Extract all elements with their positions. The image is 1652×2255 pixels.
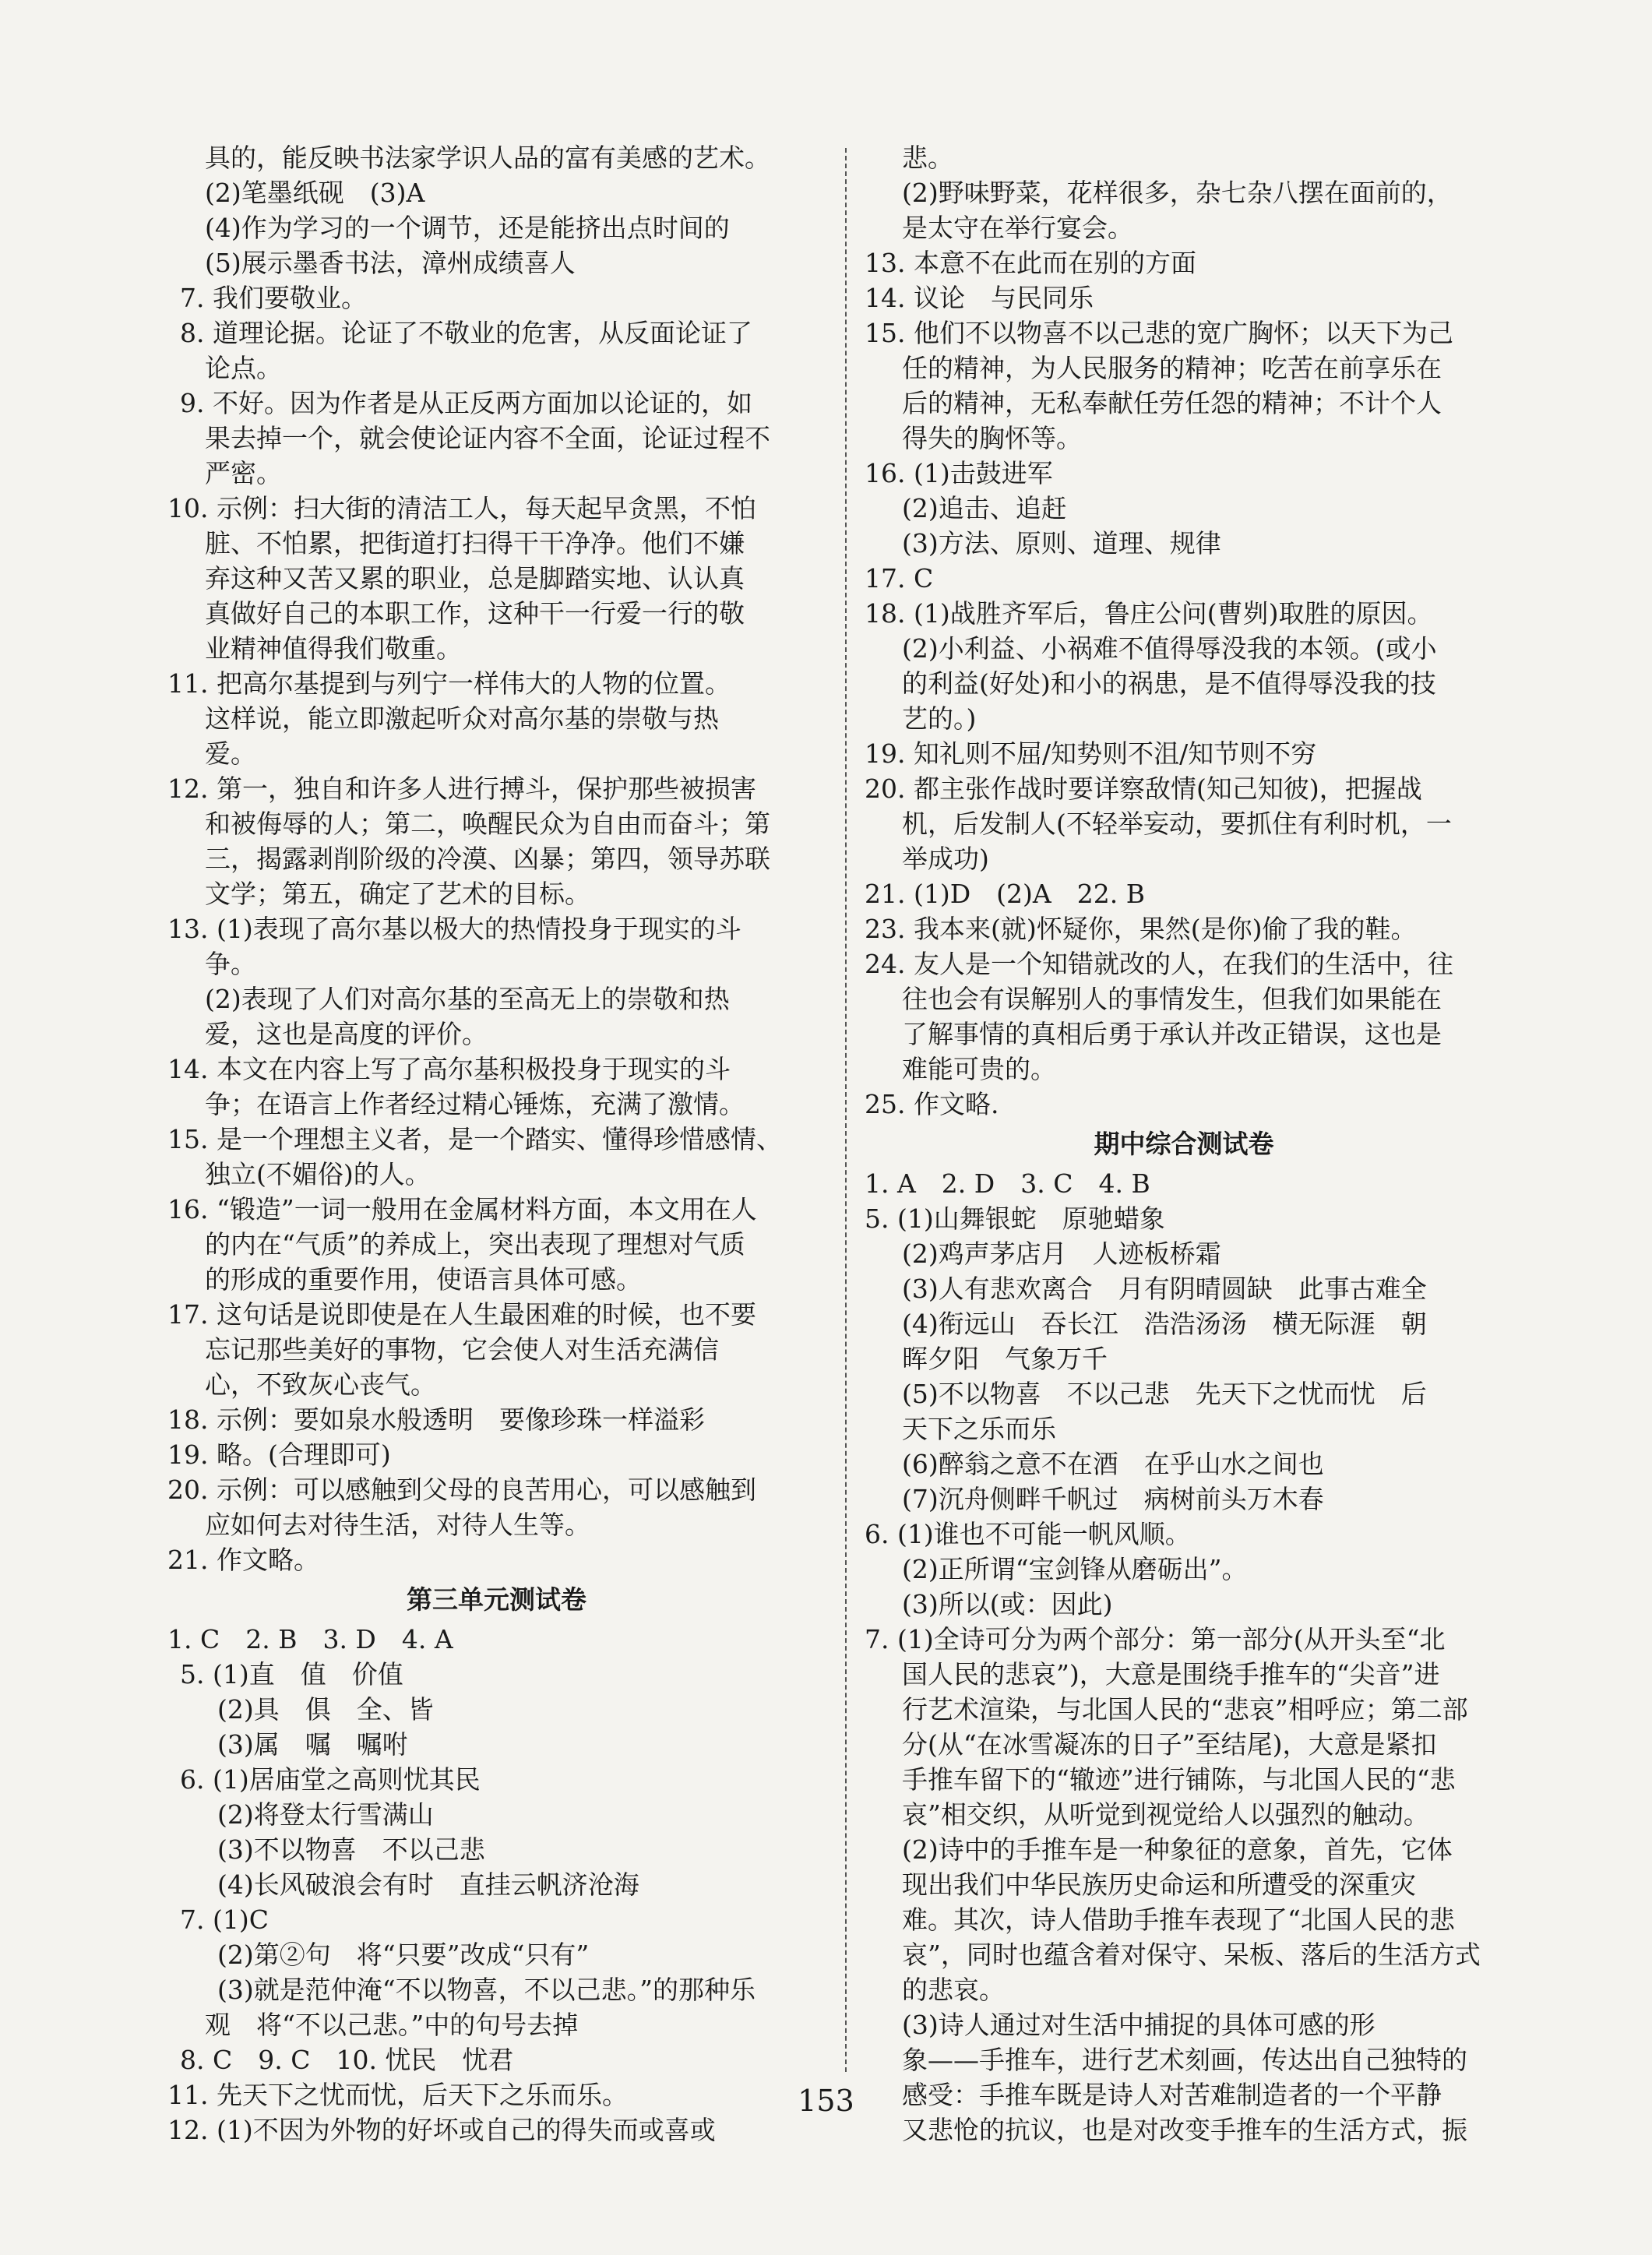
answer-line: 的内在“气质”的养成上，突出表现了理想对气质	[205, 1229, 745, 1260]
answer-line: 忘记那些美好的事物，它会使人对生活充满信	[205, 1334, 719, 1365]
answer-line: 难。其次，诗人借助手推车表现了“北国人民的悲	[902, 1904, 1455, 1935]
answer-line: (3)诗人通过对生活中捕捉的具体可感的形	[902, 2010, 1375, 2040]
answer-line: (3)属 嘱 嘱咐	[217, 1729, 408, 1760]
answer-line: 分(从“在冰雪凝冻的日子”至结尾)，大意是紧扣	[902, 1729, 1437, 1760]
answer-line: 13. (1)表现了高尔基以极大的热情投身于现实的斗	[167, 914, 741, 944]
answer-line: 21. 作文略。	[167, 1545, 319, 1575]
answer-line: 观 将“不以己悲。”中的句号去掉	[205, 2010, 579, 2040]
answer-line: 争。	[205, 949, 256, 979]
answer-line: 应如何去对待生活，对待人生等。	[205, 1510, 590, 1540]
answer-line: 举成功)	[902, 844, 989, 874]
answer-line: 19. 略。(合理即可)	[167, 1439, 391, 1470]
answer-line: (3)不以物喜 不以己悲	[217, 1834, 485, 1865]
answer-line: 又悲怆的抗议，也是对改变手推车的生活方式，振	[902, 2115, 1467, 2145]
answer-line: (2)小利益、小祸难不值得辱没我的本领。(或小	[902, 633, 1437, 664]
answer-line: (2)表现了人们对高尔基的至高无上的崇敬和热	[205, 984, 730, 1014]
answer-line: 14. 本文在内容上写了高尔基积极投身于现实的斗	[167, 1054, 731, 1084]
answer-line: 10. 示例：扫大街的清洁工人，每天起早贪黑，不怕	[167, 493, 756, 523]
answer-line: 现出我们中华民族历史命运和所遭受的深重灾	[902, 1869, 1416, 1900]
answer-line: 18. (1)战胜齐军后，鲁庄公问(曹刿)取胜的原因。	[865, 598, 1433, 629]
answer-line: (7)沉舟侧畔千帆过 病树前头万木春	[902, 1484, 1324, 1514]
answer-line: (4)长风破浪会有时 直挂云帆济沧海	[217, 1869, 639, 1900]
answer-line: 15. 他们不以物喜不以己悲的宽广胸怀；以天下为己	[865, 318, 1453, 348]
answer-line: 13. 本意不在此而在别的方面	[865, 248, 1196, 278]
answer-line: 任的精神，为人民服务的精神；吃苦在前享乐在	[902, 353, 1442, 383]
answer-line: 感受：手推车既是诗人对苦难制造者的一个平静	[902, 2080, 1442, 2110]
answer-line: 8. C 9. C 10. 忧民 忧君	[180, 2045, 514, 2075]
answer-line: 7. (1)C	[180, 1904, 269, 1935]
answer-line: 9. 不好。因为作者是从正反两方面加以论证的，如	[180, 388, 752, 418]
answer-line: (3)所以(或：因此)	[902, 1589, 1113, 1619]
answer-line: 20. 都主张作战时要详察敌情(知己知彼)，把握战	[865, 773, 1422, 804]
answer-line: 19. 知礼则不屈/知势则不沮/知节则不穷	[865, 738, 1317, 769]
answer-line: 真做好自己的本职工作，这种干一行爱一行的敬	[205, 598, 745, 629]
answer-line: 17. C	[865, 563, 934, 594]
answer-line: 的形成的重要作用，使语言具体可感。	[205, 1264, 642, 1295]
answer-line: 机，后发制人(不轻举妄动，要抓住有利时机，一	[902, 809, 1452, 839]
answer-line: 爱，这也是高度的评价。	[205, 1019, 488, 1049]
answer-line: 20. 示例：可以感触到父母的良苦用心，可以感触到	[167, 1475, 756, 1505]
answer-line: 7. (1)全诗可分为两个部分：第一部分(从开头至“北	[865, 1624, 1446, 1654]
answer-line: (6)醉翁之意不在酒 在乎山水之间也	[902, 1449, 1324, 1479]
answer-line: 弃这种又苦又累的职业，总是脚踏实地、认认真	[205, 563, 745, 594]
answer-line: 8. 道理论据。论证了不敬业的危害，从反面论证了	[180, 318, 752, 348]
answer-line: 国人民的悲哀”)，大意是围绕手推车的“尖音”进	[902, 1659, 1440, 1689]
answer-line: 业精神值得我们敬重。	[205, 633, 462, 664]
answer-line: 16. “锻造”一词一般用在金属材料方面，本文用在人	[167, 1194, 757, 1224]
answer-line: 爱。	[205, 738, 256, 769]
right-column	[865, 140, 1503, 2148]
section-heading: 第三单元测试卷	[407, 1584, 586, 1615]
answer-line: 论点。	[205, 353, 282, 383]
answer-line: 晖夕阳 气象万千	[902, 1344, 1108, 1374]
answer-line: 天下之乐而乐	[902, 1414, 1056, 1444]
answer-line: 文学；第五，确定了艺术的目标。	[205, 879, 590, 909]
answer-line: 独立(不媚俗)的人。	[205, 1159, 431, 1189]
answer-line: 23. 我本来(就)怀疑你，果然(是你)偷了我的鞋。	[865, 914, 1417, 944]
answer-line: (2)第②句 将“只要”改成“只有”	[217, 1940, 590, 1970]
answer-line: 是太守在举行宴会。	[902, 213, 1133, 243]
answer-line: (2)将登太行雪满山	[217, 1799, 434, 1830]
answer-line: 12. (1)不因为外物的好坏或自己的得失而或喜或	[167, 2115, 716, 2145]
answer-line: 14. 议论 与民同乐	[865, 283, 1094, 313]
answer-line: (5)不以物喜 不以己悲 先天下之忧而忧 后	[902, 1379, 1427, 1409]
answer-line: 心，不致灰心丧气。	[205, 1369, 436, 1400]
answer-line: 16. (1)击鼓进军	[865, 458, 1053, 488]
answer-line: 的悲哀。	[902, 1975, 1005, 2005]
answer-line: (3)人有悲欢离合 月有阴晴圆缺 此事古难全	[902, 1274, 1427, 1304]
answer-line: 争；在语言上作者经过精心锤炼，充满了激情。	[205, 1089, 745, 1119]
answer-line: 三，揭露剥削阶级的冷漠、凶暴；第四，领导苏联	[205, 844, 770, 874]
answer-line: 1. A 2. D 3. C 4. B	[865, 1168, 1150, 1199]
answer-line: 5. (1)直 值 价值	[180, 1659, 403, 1689]
answer-line: 难能可贵的。	[902, 1054, 1056, 1084]
answer-line: (2)野味野菜，花样很多，杂七杂八摆在面前的，	[902, 178, 1453, 208]
answer-line: 15. 是一个理想主义者，是一个踏实、懂得珍惜感情、	[167, 1124, 782, 1154]
answer-line: 18. 示例：要如泉水般透明 要像珍珠一样溢彩	[167, 1404, 705, 1435]
answer-line: 哀”，同时也蕴含着对保守、呆板、落后的生活方式	[902, 1940, 1481, 1970]
answer-line: (5)展示墨香书法，漳州成绩喜人	[205, 248, 576, 278]
section-heading: 期中综合测试卷	[1094, 1129, 1274, 1159]
answer-line: (4)衔远山 吞长江 浩浩汤汤 横无际涯 朝	[902, 1309, 1427, 1339]
answer-line: (3)方法、原则、道理、规律	[902, 528, 1221, 558]
answer-line: 了解事情的真相后勇于承认并改正错误，这也是	[902, 1019, 1442, 1049]
answer-line: 6. (1)居庙堂之高则忧其民	[180, 1764, 481, 1795]
answer-line: 这样说，能立即激起听众对高尔基的崇敬与热	[205, 703, 719, 734]
answer-line: 象——手推车，进行艺术刻画，传达出自己独特的	[902, 2045, 1467, 2075]
answer-line: 后的精神，无私奉献任劳任怨的精神；不计个人	[902, 388, 1442, 418]
answer-line: 往也会有误解别人的事情发生，但我们如果能在	[902, 984, 1442, 1014]
answer-line: 脏、不怕累，把街道打扫得干干净净。他们不嫌	[205, 528, 745, 558]
answer-line: 5. (1)山舞银蛇 原驰蜡象	[865, 1203, 1165, 1234]
column-divider	[845, 148, 847, 2072]
answer-line: (2)诗中的手推车是一种象征的意象，首先，它体	[902, 1834, 1453, 1865]
answer-line: 得失的胸怀等。	[902, 423, 1082, 453]
answer-line: 17. 这句话是说即使是在人生最困难的时候，也不要	[167, 1299, 756, 1330]
answer-line: 1. C 2. B 3. D 4. A	[167, 1624, 453, 1654]
answer-line: (2)追击、追赶	[902, 493, 1067, 523]
answer-line: 6. (1)谁也不可能一帆风顺。	[865, 1519, 1191, 1549]
answer-line: 艺的。)	[902, 703, 977, 734]
answer-line: (2)笔墨纸砚 (3)A	[205, 178, 425, 208]
answer-line: 手推车留下的“辙迹”进行铺陈，与北国人民的“悲	[902, 1764, 1456, 1795]
answer-line: 11. 把高尔基提到与列宁一样伟大的人物的位置。	[167, 668, 731, 699]
answer-line: 的利益(好处)和小的祸患，是不值得辱没我的技	[902, 668, 1436, 699]
left-column	[167, 140, 826, 2148]
answer-line: 行艺术渲染，与北国人民的“悲哀”相呼应；第二部	[902, 1694, 1468, 1725]
answer-line: 11. 先天下之忧而忧，后天下之乐而乐。	[167, 2080, 628, 2110]
answer-line: 12. 第一，独自和许多人进行搏斗，保护那些被损害	[167, 773, 756, 804]
answer-line: 25. 作文略.	[865, 1089, 999, 1119]
answer-line: 悲。	[902, 143, 953, 173]
answer-line: 果去掉一个，就会使论证内容不全面，论证过程不	[205, 423, 770, 453]
answer-line: 7. 我们要敬业。	[180, 283, 367, 313]
answer-line: (2)具 俱 全、皆	[217, 1694, 434, 1725]
answer-line: (2)正所谓“宝剑锋从磨砺出”。	[902, 1554, 1248, 1584]
page-number: 153	[798, 2084, 854, 2118]
answer-line: (2)鸡声茅店月 人迹板桥霜	[902, 1238, 1221, 1269]
answer-line: (4)作为学习的一个调节，还是能挤出点时间的	[205, 213, 730, 243]
answer-line: 严密。	[205, 458, 282, 488]
answer-line: 24. 友人是一个知错就改的人，在我们的生活中，往	[865, 949, 1453, 979]
answer-line: 和被侮辱的人；第二，唤醒民众为自由而奋斗；第	[205, 809, 770, 839]
answer-line: (3)就是范仲淹“不以物喜，不以己悲。”的那种乐	[217, 1975, 756, 2005]
answer-line: 具的，能反映书法家学识人品的富有美感的艺术。	[205, 143, 770, 173]
answer-line: 哀”相交织，从听觉到视觉给人以强烈的触动。	[902, 1799, 1429, 1830]
answer-line: 21. (1)D (2)A 22. B	[865, 879, 1145, 909]
